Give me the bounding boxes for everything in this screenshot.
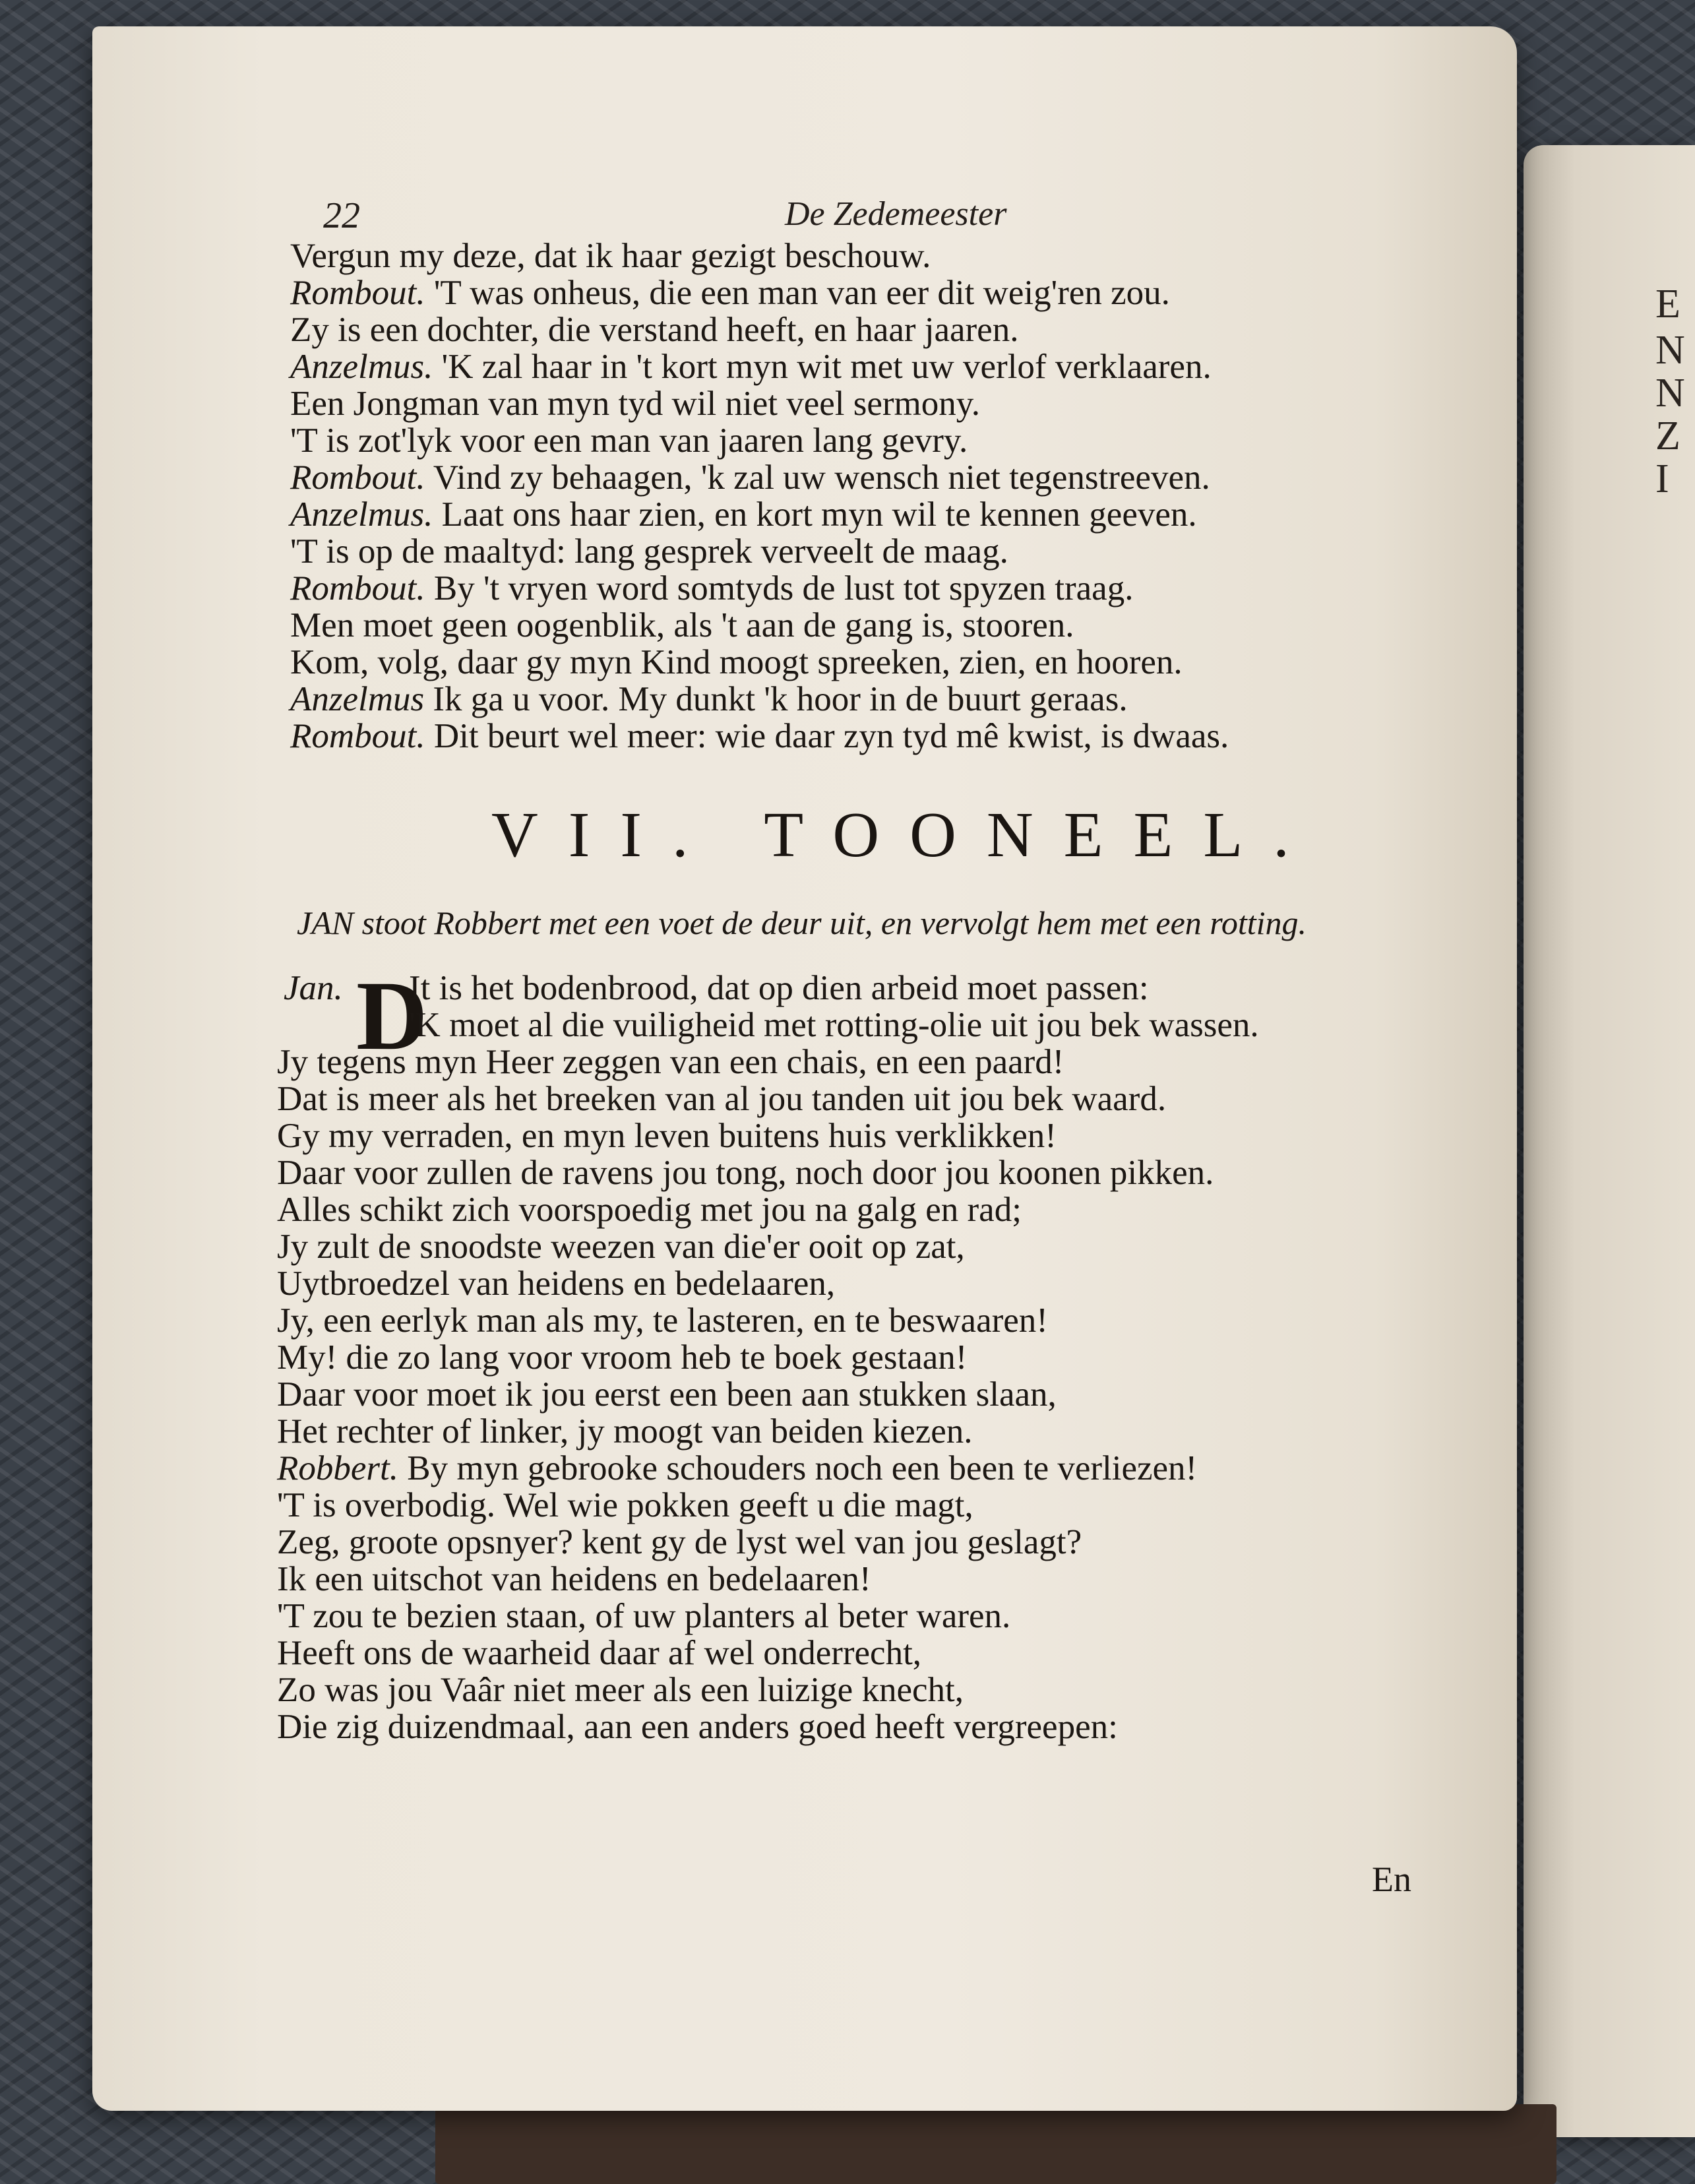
- verse-text: Zeg, groote opsnyer? kent gy de lyst wel van jou geslagt?: [277, 1523, 1082, 1561]
- verse-text: Jy tegens myn Heer zeggen van een chais, en een paard!: [277, 1043, 1064, 1081]
- verse-line: [277, 1191, 1438, 1228]
- verse-text: Dit beurt wel meer: wie daar zyn tyd mê kwist, is dwaas.: [425, 717, 1229, 755]
- verse-line: [290, 681, 1451, 718]
- verse-line: [290, 385, 1451, 422]
- verse-text: Zy is een dochter, die verstand heeft, en haar jaaren.: [290, 311, 1019, 349]
- verse-line: [290, 644, 1451, 681]
- drop-cap: D: [356, 961, 428, 1071]
- verse-line: [290, 718, 1451, 755]
- verse-line: [277, 1117, 1438, 1154]
- speaker-name: Rombout.: [290, 458, 425, 497]
- verse-text: It is het bodenbrood, dat op dien arbeid moet passen:: [409, 969, 1149, 1007]
- facing-page-letter: Z: [1655, 414, 1680, 458]
- facing-page-letter: E: [1655, 282, 1680, 327]
- verse-text: 'T zou te bezien staan, of uw planters al beter waren.: [277, 1597, 1011, 1635]
- verse-line: [277, 1265, 1438, 1302]
- scene-seven-text: [277, 961, 1438, 1746]
- running-head: De Zedemeester: [785, 195, 1007, 233]
- verse-text: 'T is zot'lyk voor een man van jaaren lang gevry.: [290, 421, 968, 460]
- verse-line: [277, 1080, 1438, 1117]
- verse-line: [277, 1228, 1438, 1265]
- verse-text: My! die zo lang voor vroom heb te boek gestaan!: [277, 1338, 968, 1377]
- verse-line: [290, 274, 1451, 311]
- facing-page: [1524, 145, 1695, 2137]
- verse-text: Heeft ons de waarheid daar af wel onderrecht,: [277, 1634, 922, 1672]
- verse-line: [277, 1413, 1438, 1450]
- scene-heading: VII. TOONEEL.: [491, 799, 1320, 871]
- speaker-name: Rombout.: [290, 569, 425, 608]
- speaker-name: Anzelmus.: [290, 348, 433, 386]
- verse-text: Gy my verraden, en myn leven buitens huis verklikken!: [277, 1117, 1057, 1155]
- verse-text: By 't vryen word somtyds de lust tot spyzen traag.: [425, 569, 1134, 608]
- verse-line: [290, 570, 1451, 607]
- scene-six-text: [290, 237, 1451, 755]
- verse-line: [290, 607, 1451, 644]
- verse-text: 'T was onheus, die een man van eer dit weig'ren zou.: [425, 274, 1170, 312]
- verse-line: [290, 459, 1451, 496]
- book-spine: [435, 2104, 1556, 2184]
- verse-text: Daar voor moet ik jou eerst een been aan stukken slaan,: [277, 1375, 1057, 1414]
- verse-line: [277, 1561, 1438, 1598]
- verse-line: [277, 1487, 1438, 1524]
- verse-text: By myn gebrooke schouders noch een been te verliezen!: [398, 1449, 1198, 1487]
- speaker-name: Rombout.: [290, 717, 425, 755]
- verse-text: Ik een uitschot van heidens en bedelaaren!: [277, 1560, 871, 1598]
- verse-line: [277, 1708, 1438, 1745]
- verse-text: Vergun my deze, dat ik haar gezigt beschouw.: [290, 237, 931, 275]
- verse-line: [290, 422, 1451, 459]
- verse-text: Zo was jou Vaâr niet meer als een luizige knecht,: [277, 1671, 964, 1709]
- speaker-name: Rombout.: [290, 274, 425, 312]
- verse-text: Een Jongman van myn tyd wil niet veel sermony.: [290, 385, 981, 423]
- catchword: En: [1372, 1859, 1411, 1899]
- stage-direction: JAN stoot Robbert met een voet de deur uit, en vervolgt hem met een rotting.: [297, 904, 1307, 941]
- verse-text: Men moet geen oogenblik, als 't aan de gang is, stooren.: [290, 606, 1074, 644]
- verse-text: 'K moet al die vuiligheid met rotting-olie uit jou bek wassen.: [409, 1006, 1259, 1044]
- verse-line: [277, 1302, 1438, 1339]
- verse-line: [290, 496, 1451, 533]
- verse-line: [277, 1339, 1438, 1376]
- speaker-name: Anzelmus: [290, 680, 425, 718]
- verse-line: [290, 311, 1451, 348]
- verse-text: Alles schikt zich voorspoedig met jou na galg en rad;: [277, 1191, 1022, 1229]
- verse-line: [290, 533, 1451, 570]
- verse-line: [290, 237, 1451, 274]
- facing-page-letter: I: [1655, 456, 1669, 501]
- verse-line: [277, 1598, 1438, 1635]
- verse-line: [277, 1007, 1259, 1044]
- facing-page-letter: N: [1655, 371, 1685, 416]
- verse-line: [277, 1376, 1438, 1413]
- page-number: 22: [323, 195, 360, 236]
- verse-text: Uytbroedzel van heidens en bedelaaren,: [277, 1264, 836, 1303]
- verse-text: Dat is meer als het breeken van al jou tanden uit jou bek waard.: [277, 1080, 1167, 1118]
- verse-text: Jy, een eerlyk man als my, te lasteren, en te beswaaren!: [277, 1301, 1048, 1340]
- verse-line: [277, 1524, 1438, 1561]
- verse-line: [277, 1671, 1438, 1708]
- verse-text: 'K zal haar in 't kort myn wit met uw verlof verklaaren.: [433, 348, 1212, 386]
- verse-text: Daar voor zullen de ravens jou tong, noch door jou koonen pikken.: [277, 1154, 1214, 1192]
- verse-text: 'T is overbodig. Wel wie pokken geeft u die magt,: [277, 1486, 973, 1524]
- verse-text: Jy zult de snoodste weezen van die'er ooit op zat,: [277, 1228, 965, 1266]
- verse-line: [277, 1154, 1438, 1191]
- speaker-name: Jan.: [284, 969, 343, 1007]
- verse-text: Kom, volg, daar gy myn Kind moogt spreeken, zien, en hooren.: [290, 643, 1183, 681]
- speaker-name: Robbert.: [277, 1449, 398, 1487]
- verse-text: Die zig duizendmaal, aan een anders goed heeft vergreepen:: [277, 1708, 1118, 1746]
- verse-line: [277, 1635, 1438, 1671]
- verse-line: [277, 1044, 1438, 1080]
- verse-line: [277, 1450, 1438, 1487]
- verse-text: Vind zy behaagen, 'k zal uw wensch niet tegenstreeven.: [425, 458, 1210, 497]
- verse-text: 'T is op de maaltyd: lang gesprek verveelt de maag.: [290, 532, 1008, 571]
- verse-line: [290, 348, 1451, 385]
- verse-text: Ik ga u voor. My dunkt 'k hoor in de buurt geraas.: [424, 680, 1128, 718]
- speaker-name: Anzelmus.: [290, 495, 433, 534]
- verse-text: Het rechter of linker, jy moogt van beiden kiezen.: [277, 1412, 973, 1451]
- facing-page-letter: N: [1655, 328, 1685, 373]
- verse-text: Laat ons haar zien, en kort myn wil te kennen geeven.: [433, 495, 1197, 534]
